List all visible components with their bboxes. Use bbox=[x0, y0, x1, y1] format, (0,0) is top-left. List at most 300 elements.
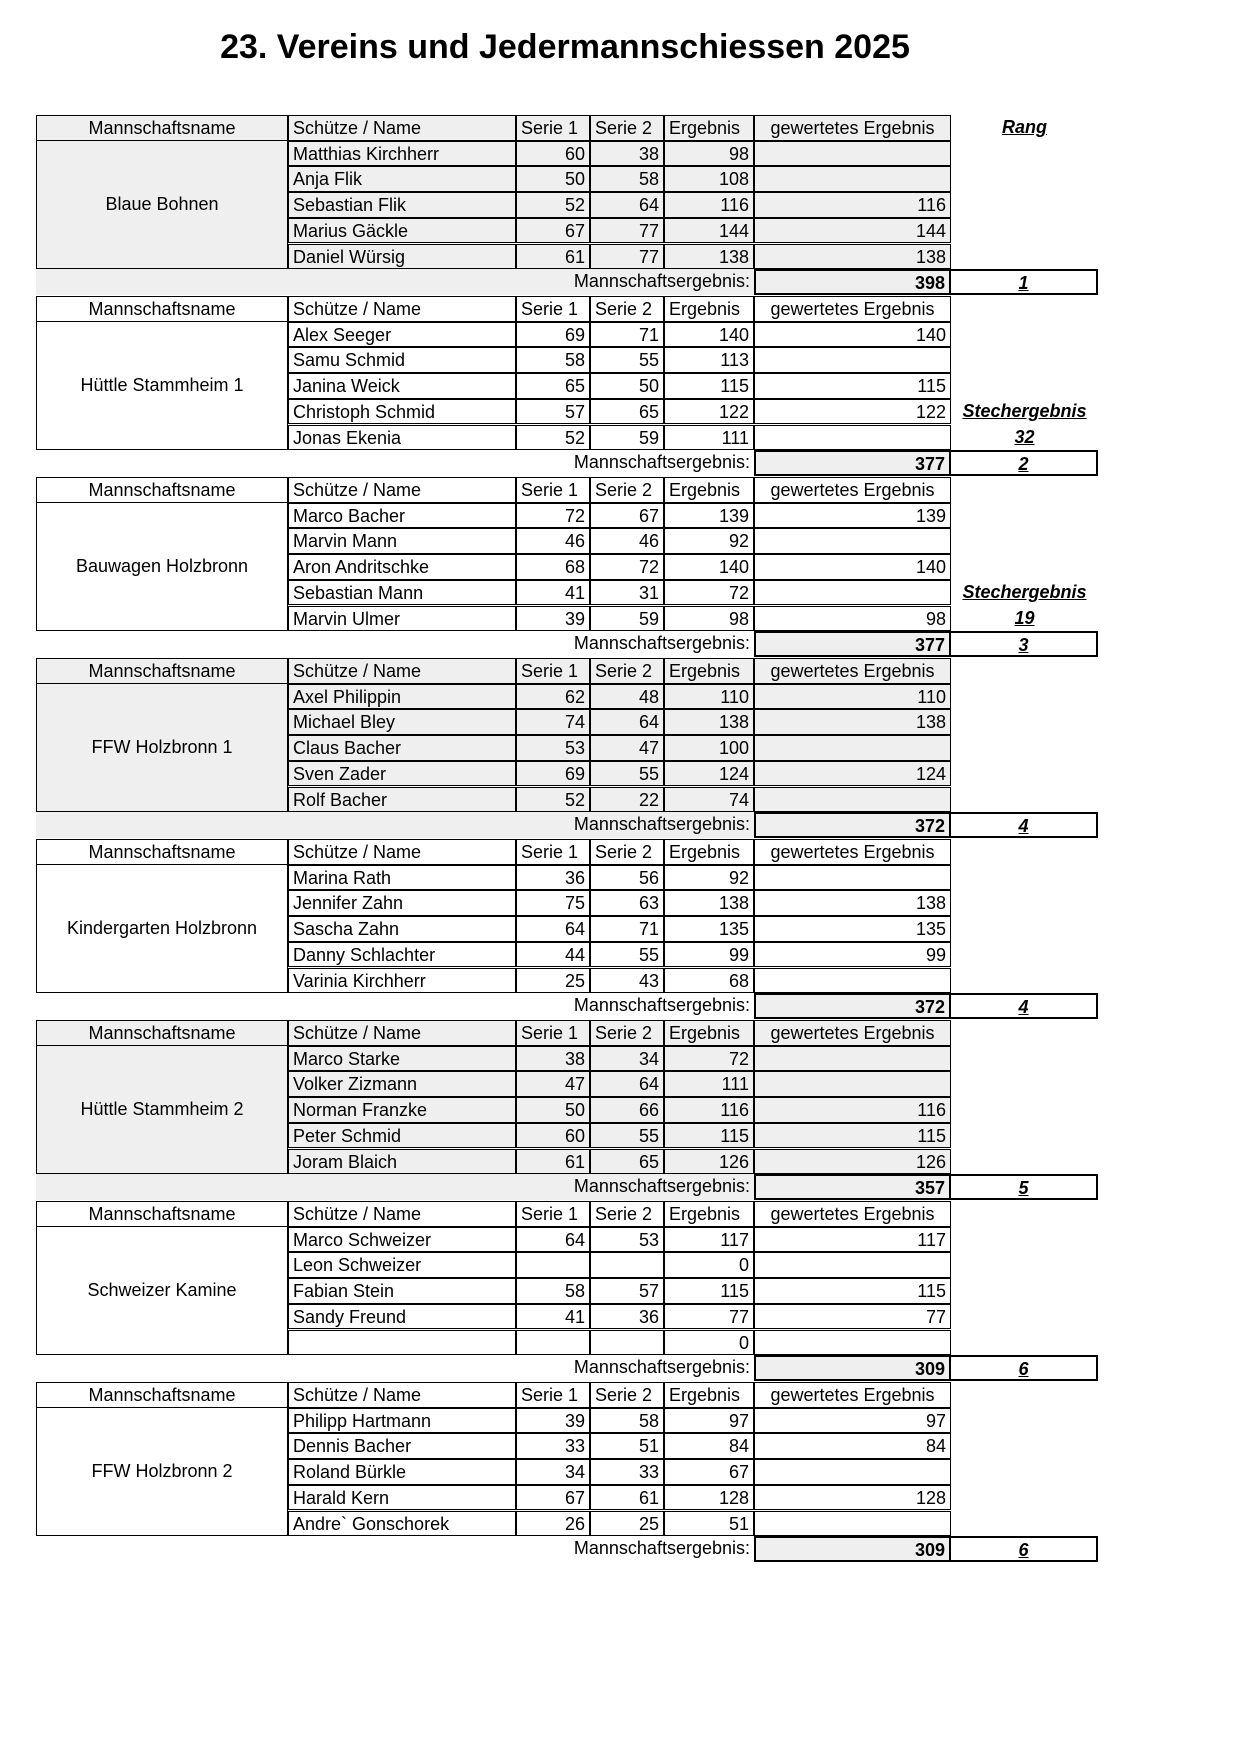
ergebnis-value: 111 bbox=[664, 425, 754, 451]
shooter-row bbox=[36, 735, 1086, 761]
team-total-value: 377 bbox=[754, 450, 951, 476]
serie1-value: 72 bbox=[516, 503, 590, 529]
header-serie2: Serie 2 bbox=[590, 1201, 664, 1227]
gewertet-value bbox=[754, 528, 951, 554]
header-name: Schütze / Name bbox=[288, 839, 516, 865]
header-gewertet: gewertetes Ergebnis bbox=[754, 477, 951, 503]
serie2-value: 47 bbox=[590, 735, 664, 761]
serie2-value: 46 bbox=[590, 528, 664, 554]
team-total-row bbox=[36, 450, 1086, 476]
serie2-value: 66 bbox=[590, 1097, 664, 1123]
shooter-name: Dennis Bacher bbox=[288, 1433, 516, 1459]
serie2-value: 36 bbox=[590, 1304, 664, 1330]
shooter-name: Marco Starke bbox=[288, 1046, 516, 1072]
team-total-label: Mannschaftsergebnis: bbox=[573, 1538, 750, 1559]
serie1-value: 69 bbox=[516, 761, 590, 787]
team-rank: 4 bbox=[951, 993, 1098, 1019]
shooter-name: Christoph Schmid bbox=[288, 399, 516, 425]
team-total-value: 372 bbox=[754, 812, 951, 838]
shooter-row bbox=[36, 916, 1086, 942]
header-ergebnis: Ergebnis bbox=[664, 839, 754, 865]
serie1-value: 39 bbox=[516, 1408, 590, 1434]
serie1-value: 69 bbox=[516, 322, 590, 348]
ergebnis-value: 113 bbox=[664, 347, 754, 373]
ergebnis-value: 140 bbox=[664, 322, 754, 348]
team-total-value: 398 bbox=[754, 269, 951, 295]
shooter-name: Marvin Mann bbox=[288, 528, 516, 554]
serie2-value: 64 bbox=[590, 192, 664, 218]
team-total-row bbox=[36, 1355, 1086, 1381]
gewertet-value bbox=[754, 1330, 951, 1356]
shooter-name: Fabian Stein bbox=[288, 1278, 516, 1304]
serie1-value: 60 bbox=[516, 1123, 590, 1149]
ergebnis-value: 0 bbox=[664, 1330, 754, 1356]
team-block bbox=[36, 477, 1086, 658]
team-block bbox=[36, 658, 1086, 839]
team-total-row bbox=[36, 1536, 1086, 1562]
team-total-row bbox=[36, 812, 1086, 838]
serie1-value: 75 bbox=[516, 890, 590, 916]
header-name: Schütze / Name bbox=[288, 477, 516, 503]
serie1-value: 44 bbox=[516, 942, 590, 968]
team-rank: 3 bbox=[951, 631, 1098, 657]
header-serie1: Serie 1 bbox=[516, 1382, 590, 1408]
serie2-value: 22 bbox=[590, 787, 664, 813]
header-serie2: Serie 2 bbox=[590, 839, 664, 865]
shooter-name: Daniel Würsig bbox=[288, 244, 516, 270]
shooter-row bbox=[36, 528, 1086, 554]
serie2-value: 56 bbox=[590, 865, 664, 891]
header-gewertet: gewertetes Ergebnis bbox=[754, 839, 951, 865]
stechergebnis-label: Stechergebnis bbox=[962, 400, 1087, 421]
ergebnis-value: 72 bbox=[664, 580, 754, 606]
serie1-value: 62 bbox=[516, 684, 590, 710]
team-total-label: Mannschaftsergebnis: bbox=[36, 812, 754, 838]
shooter-row bbox=[36, 141, 1086, 167]
shooter-name: Alex Seeger bbox=[288, 322, 516, 348]
team-block bbox=[36, 296, 1086, 477]
header-team: Mannschaftsname bbox=[36, 839, 288, 865]
gewertet-value bbox=[754, 1071, 951, 1097]
shooter-row bbox=[36, 425, 1086, 451]
header-serie1: Serie 1 bbox=[516, 477, 590, 503]
ergebnis-value: 98 bbox=[664, 141, 754, 167]
serie1-value: 52 bbox=[516, 787, 590, 813]
serie2-value: 67 bbox=[590, 503, 664, 529]
team-total-value: 377 bbox=[754, 631, 951, 657]
header-serie2: Serie 2 bbox=[590, 115, 664, 141]
gewertet-value: 115 bbox=[754, 1123, 951, 1149]
gewertet-value: 97 bbox=[754, 1408, 951, 1434]
serie2-value: 63 bbox=[590, 890, 664, 916]
team-block bbox=[36, 115, 1086, 296]
ergebnis-value: 115 bbox=[664, 373, 754, 399]
serie2-value: 57 bbox=[590, 1278, 664, 1304]
gewertet-value: 140 bbox=[754, 322, 951, 348]
shooter-name: Rolf Bacher bbox=[288, 787, 516, 813]
ergebnis-value: 116 bbox=[664, 192, 754, 218]
serie1-value: 64 bbox=[516, 916, 590, 942]
gewertet-value bbox=[754, 1252, 951, 1278]
header-team: Mannschaftsname bbox=[36, 115, 288, 141]
header-serie1: Serie 1 bbox=[516, 1020, 590, 1046]
gewertet-value: 115 bbox=[754, 1278, 951, 1304]
gewertet-value: 124 bbox=[754, 761, 951, 787]
shooter-name: Jonas Ekenia bbox=[288, 425, 516, 451]
serie1-value: 60 bbox=[516, 141, 590, 167]
shooter-name: Marco Bacher bbox=[288, 503, 516, 529]
header-serie2: Serie 2 bbox=[590, 1020, 664, 1046]
shooter-row bbox=[36, 166, 1086, 192]
shooter-name: Anja Flik bbox=[288, 166, 516, 192]
shooter-name: Norman Franzke bbox=[288, 1097, 516, 1123]
team-rank: 1 bbox=[951, 269, 1098, 295]
shooter-row bbox=[36, 218, 1086, 244]
ergebnis-value: 97 bbox=[664, 1408, 754, 1434]
header-team: Mannschaftsname bbox=[36, 658, 288, 684]
gewertet-value: 110 bbox=[754, 684, 951, 710]
gewertet-value: 84 bbox=[754, 1433, 951, 1459]
serie1-value: 36 bbox=[516, 865, 590, 891]
shooter-row bbox=[36, 399, 1086, 425]
shooter-name: Joram Blaich bbox=[288, 1149, 516, 1175]
serie1-value: 68 bbox=[516, 554, 590, 580]
shooter-name: Marco Schweizer bbox=[288, 1227, 516, 1253]
gewertet-value: 138 bbox=[754, 244, 951, 270]
header-ergebnis: Ergebnis bbox=[664, 658, 754, 684]
team-total-value: 309 bbox=[754, 1536, 951, 1562]
header-gewertet: gewertetes Ergebnis bbox=[754, 296, 951, 322]
team-name: Kindergarten Holzbronn bbox=[36, 865, 288, 994]
shooter-name: Volker Zizmann bbox=[288, 1071, 516, 1097]
header-ergebnis: Ergebnis bbox=[664, 115, 754, 141]
serie2-value: 25 bbox=[590, 1511, 664, 1537]
gewertet-value: 126 bbox=[754, 1149, 951, 1175]
ergebnis-value: 51 bbox=[664, 1511, 754, 1537]
shooter-name: Axel Philippin bbox=[288, 684, 516, 710]
serie2-value: 64 bbox=[590, 1071, 664, 1097]
serie2-value: 43 bbox=[590, 968, 664, 994]
ergebnis-value: 110 bbox=[664, 684, 754, 710]
stechergebnis-value: 32 bbox=[1014, 426, 1035, 447]
team-total-label: Mannschaftsergebnis: bbox=[36, 269, 754, 295]
header-row bbox=[36, 658, 1086, 684]
serie2-value: 53 bbox=[590, 1227, 664, 1253]
team-rank: 4 bbox=[951, 812, 1098, 838]
gewertet-value bbox=[754, 166, 951, 192]
serie1-value: 67 bbox=[516, 1485, 590, 1511]
serie1-value: 46 bbox=[516, 528, 590, 554]
team-total-label: Mannschaftsergebnis: bbox=[573, 995, 750, 1016]
shooter-row bbox=[36, 865, 1086, 891]
ergebnis-value: 138 bbox=[664, 709, 754, 735]
shooter-name: Sascha Zahn bbox=[288, 916, 516, 942]
ergebnis-value: 144 bbox=[664, 218, 754, 244]
results-table bbox=[36, 115, 1086, 1563]
serie2-value: 71 bbox=[590, 916, 664, 942]
serie2-value bbox=[590, 1252, 664, 1278]
serie1-value: 53 bbox=[516, 735, 590, 761]
header-serie1: Serie 1 bbox=[516, 115, 590, 141]
ergebnis-value: 122 bbox=[664, 399, 754, 425]
team-total-value: 357 bbox=[754, 1174, 951, 1200]
team-total-row bbox=[36, 269, 1086, 295]
ergebnis-value: 117 bbox=[664, 1227, 754, 1253]
gewertet-value bbox=[754, 735, 951, 761]
shooter-row bbox=[36, 244, 1086, 270]
team-name: FFW Holzbronn 2 bbox=[36, 1408, 288, 1537]
shooter-row bbox=[36, 373, 1086, 399]
shooter-name: Claus Bacher bbox=[288, 735, 516, 761]
header-name: Schütze / Name bbox=[288, 1382, 516, 1408]
serie1-value: 39 bbox=[516, 606, 590, 632]
serie1-value: 25 bbox=[516, 968, 590, 994]
team-block bbox=[36, 1020, 1086, 1201]
gewertet-value: 135 bbox=[754, 916, 951, 942]
gewertet-value: 144 bbox=[754, 218, 951, 244]
team-name: Schweizer Kamine bbox=[36, 1227, 288, 1356]
gewertet-value bbox=[754, 1046, 951, 1072]
shooter-row bbox=[36, 1123, 1086, 1149]
shooter-row bbox=[36, 1330, 1086, 1356]
header-row bbox=[36, 1020, 1086, 1046]
serie2-value: 71 bbox=[590, 322, 664, 348]
header-row bbox=[36, 296, 1086, 322]
header-ergebnis: Ergebnis bbox=[664, 1020, 754, 1046]
stechergebnis-value: 19 bbox=[1014, 607, 1035, 628]
shooter-name: Matthias Kirchherr bbox=[288, 141, 516, 167]
serie1-value: 41 bbox=[516, 580, 590, 606]
header-row bbox=[36, 1201, 1086, 1227]
gewertet-value: 77 bbox=[754, 1304, 951, 1330]
header-ergebnis: Ergebnis bbox=[664, 1382, 754, 1408]
gewertet-value: 116 bbox=[754, 192, 951, 218]
serie2-value: 48 bbox=[590, 684, 664, 710]
gewertet-value: 116 bbox=[754, 1097, 951, 1123]
header-serie1: Serie 1 bbox=[516, 839, 590, 865]
header-rang: Rang bbox=[1002, 117, 1047, 137]
header-name: Schütze / Name bbox=[288, 1020, 516, 1046]
shooter-name: Leon Schweizer bbox=[288, 1252, 516, 1278]
stechergebnis-label: Stechergebnis bbox=[962, 581, 1087, 602]
team-name: Hüttle Stammheim 2 bbox=[36, 1046, 288, 1175]
shooter-name: Sandy Freund bbox=[288, 1304, 516, 1330]
ergebnis-value: 139 bbox=[664, 503, 754, 529]
serie2-value: 65 bbox=[590, 399, 664, 425]
shooter-name: Sebastian Mann bbox=[288, 580, 516, 606]
gewertet-value: 128 bbox=[754, 1485, 951, 1511]
header-gewertet: gewertetes Ergebnis bbox=[754, 658, 951, 684]
gewertet-value: 140 bbox=[754, 554, 951, 580]
shooter-name: Janina Weick bbox=[288, 373, 516, 399]
serie2-value: 31 bbox=[590, 580, 664, 606]
shooter-name: Marvin Ulmer bbox=[288, 606, 516, 632]
shooter-row bbox=[36, 1278, 1086, 1304]
ergebnis-value: 111 bbox=[664, 1071, 754, 1097]
shooter-row bbox=[36, 1304, 1086, 1330]
team-name: FFW Holzbronn 1 bbox=[36, 684, 288, 813]
shooter-row bbox=[36, 1252, 1086, 1278]
shooter-name: Andre` Gonschorek bbox=[288, 1511, 516, 1537]
ergebnis-value: 126 bbox=[664, 1149, 754, 1175]
gewertet-value bbox=[754, 347, 951, 373]
serie1-value: 61 bbox=[516, 1149, 590, 1175]
ergebnis-value: 68 bbox=[664, 968, 754, 994]
team-rank: 6 bbox=[951, 1536, 1098, 1562]
shooter-row bbox=[36, 1511, 1086, 1537]
shooter-row bbox=[36, 968, 1086, 994]
gewertet-value: 138 bbox=[754, 890, 951, 916]
header-ergebnis: Ergebnis bbox=[664, 477, 754, 503]
team-total-row bbox=[36, 993, 1086, 1019]
gewertet-value bbox=[754, 1511, 951, 1537]
shooter-name: Danny Schlachter bbox=[288, 942, 516, 968]
shooter-name: Sebastian Flik bbox=[288, 192, 516, 218]
header-gewertet: gewertetes Ergebnis bbox=[754, 1020, 951, 1046]
shooter-name bbox=[288, 1330, 516, 1356]
header-serie1: Serie 1 bbox=[516, 1201, 590, 1227]
shooter-name: Harald Kern bbox=[288, 1485, 516, 1511]
shooter-row bbox=[36, 322, 1086, 348]
shooter-name: Marius Gäckle bbox=[288, 218, 516, 244]
serie2-value: 51 bbox=[590, 1433, 664, 1459]
page-title: 23. Vereins und Jedermannschiessen 2025 bbox=[220, 28, 910, 66]
ergebnis-value: 124 bbox=[664, 761, 754, 787]
gewertet-value bbox=[754, 141, 951, 167]
serie1-value: 52 bbox=[516, 192, 590, 218]
header-team: Mannschaftsname bbox=[36, 1020, 288, 1046]
serie2-value: 55 bbox=[590, 347, 664, 373]
team-block bbox=[36, 839, 1086, 1020]
header-team: Mannschaftsname bbox=[36, 1201, 288, 1227]
header-serie2: Serie 2 bbox=[590, 658, 664, 684]
header-name: Schütze / Name bbox=[288, 658, 516, 684]
shooter-row bbox=[36, 1071, 1086, 1097]
serie1-value: 50 bbox=[516, 1097, 590, 1123]
shooter-name: Peter Schmid bbox=[288, 1123, 516, 1149]
serie2-value: 61 bbox=[590, 1485, 664, 1511]
gewertet-value: 122 bbox=[754, 399, 951, 425]
team-rank: 2 bbox=[951, 450, 1098, 476]
serie2-value: 38 bbox=[590, 141, 664, 167]
header-serie2: Serie 2 bbox=[590, 477, 664, 503]
team-name: Blaue Bohnen bbox=[36, 141, 288, 270]
shooter-row bbox=[36, 503, 1086, 529]
ergebnis-value: 77 bbox=[664, 1304, 754, 1330]
team-rank: 5 bbox=[951, 1174, 1098, 1200]
header-row bbox=[36, 1382, 1086, 1408]
serie1-value: 74 bbox=[516, 709, 590, 735]
serie1-value: 65 bbox=[516, 373, 590, 399]
ergebnis-value: 138 bbox=[664, 890, 754, 916]
serie1-value: 38 bbox=[516, 1046, 590, 1072]
serie2-value: 77 bbox=[590, 218, 664, 244]
team-block bbox=[36, 1201, 1086, 1382]
gewertet-value: 115 bbox=[754, 373, 951, 399]
ergebnis-value: 135 bbox=[664, 916, 754, 942]
team-total-value: 309 bbox=[754, 1355, 951, 1381]
header-team: Mannschaftsname bbox=[36, 477, 288, 503]
shooter-row bbox=[36, 347, 1086, 373]
team-block bbox=[36, 1382, 1086, 1563]
ergebnis-value: 74 bbox=[664, 787, 754, 813]
header-serie1: Serie 1 bbox=[516, 296, 590, 322]
ergebnis-value: 67 bbox=[664, 1459, 754, 1485]
ergebnis-value: 128 bbox=[664, 1485, 754, 1511]
gewertet-value: 138 bbox=[754, 709, 951, 735]
serie1-value: 34 bbox=[516, 1459, 590, 1485]
serie1-value: 41 bbox=[516, 1304, 590, 1330]
shooter-row bbox=[36, 942, 1086, 968]
shooter-row bbox=[36, 1408, 1086, 1434]
serie1-value: 57 bbox=[516, 399, 590, 425]
ergebnis-value: 92 bbox=[664, 865, 754, 891]
serie2-value: 59 bbox=[590, 606, 664, 632]
header-row bbox=[36, 477, 1086, 503]
serie2-value bbox=[590, 1330, 664, 1356]
shooter-row bbox=[36, 1046, 1086, 1072]
gewertet-value bbox=[754, 968, 951, 994]
header-name: Schütze / Name bbox=[288, 1201, 516, 1227]
gewertet-value: 99 bbox=[754, 942, 951, 968]
header-row bbox=[36, 115, 1086, 141]
shooter-row bbox=[36, 554, 1086, 580]
serie1-value: 52 bbox=[516, 425, 590, 451]
ergebnis-value: 72 bbox=[664, 1046, 754, 1072]
shooter-row bbox=[36, 580, 1086, 606]
ergebnis-value: 140 bbox=[664, 554, 754, 580]
serie2-value: 64 bbox=[590, 709, 664, 735]
shooter-row bbox=[36, 1485, 1086, 1511]
ergebnis-value: 99 bbox=[664, 942, 754, 968]
serie1-value: 47 bbox=[516, 1071, 590, 1097]
shooter-row bbox=[36, 787, 1086, 813]
ergebnis-value: 98 bbox=[664, 606, 754, 632]
shooter-name: Sven Zader bbox=[288, 761, 516, 787]
serie2-value: 34 bbox=[590, 1046, 664, 1072]
serie1-value: 64 bbox=[516, 1227, 590, 1253]
serie1-value: 67 bbox=[516, 218, 590, 244]
team-total-value: 372 bbox=[754, 993, 951, 1019]
shooter-name: Roland Bürkle bbox=[288, 1459, 516, 1485]
ergebnis-value: 92 bbox=[664, 528, 754, 554]
gewertet-value bbox=[754, 787, 951, 813]
serie2-value: 59 bbox=[590, 425, 664, 451]
serie1-value: 61 bbox=[516, 244, 590, 270]
shooter-row bbox=[36, 709, 1086, 735]
shooter-row bbox=[36, 1459, 1086, 1485]
header-name: Schütze / Name bbox=[288, 115, 516, 141]
ergebnis-value: 0 bbox=[664, 1252, 754, 1278]
ergebnis-value: 100 bbox=[664, 735, 754, 761]
team-total-label: Mannschaftsergebnis: bbox=[36, 1174, 754, 1200]
serie1-value: 33 bbox=[516, 1433, 590, 1459]
header-name: Schütze / Name bbox=[288, 296, 516, 322]
header-gewertet: gewertetes Ergebnis bbox=[754, 115, 951, 141]
serie2-value: 58 bbox=[590, 1408, 664, 1434]
header-team: Mannschaftsname bbox=[36, 1382, 288, 1408]
gewertet-value: 139 bbox=[754, 503, 951, 529]
header-ergebnis: Ergebnis bbox=[664, 296, 754, 322]
ergebnis-value: 115 bbox=[664, 1278, 754, 1304]
serie2-value: 55 bbox=[590, 942, 664, 968]
serie2-value: 55 bbox=[590, 1123, 664, 1149]
shooter-name: Samu Schmid bbox=[288, 347, 516, 373]
serie1-value: 58 bbox=[516, 347, 590, 373]
ergebnis-value: 115 bbox=[664, 1123, 754, 1149]
shooter-name: Jennifer Zahn bbox=[288, 890, 516, 916]
shooter-name: Aron Andritschke bbox=[288, 554, 516, 580]
